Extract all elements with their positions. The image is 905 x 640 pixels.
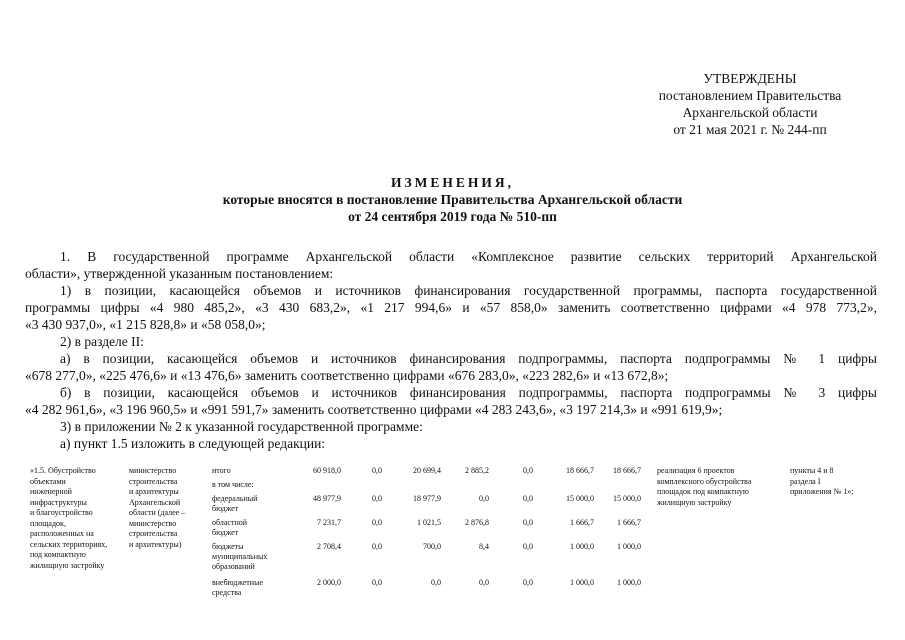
paragraph-1b: области», утвержденной указанным постановлением: [25,266,334,281]
amount-cell: 2 708,4 [317,542,341,551]
title-line-3: от 24 сентября 2019 года № 510-пп [348,209,557,224]
source-label: областной [212,518,248,527]
amount-cell: 7 231,7 [317,518,341,527]
amount-cell: 700,0 [423,542,441,551]
source-label: бюджет [212,504,239,513]
executor-line: министерство [129,466,177,475]
approval-line-1: УТВЕРЖДЕНЫ [703,71,797,86]
amount-cell: 0,0 [372,518,382,527]
result-line: реализация 6 проектов [657,466,735,475]
amount-cell: 0,0 [523,494,533,503]
amount-cell: 0,0 [372,494,382,503]
event-name-line: под компактную [30,550,86,559]
executor-line: Архангельской [129,497,181,507]
amount-cell: 0,0 [523,578,533,587]
source-label: образований [212,562,255,571]
paragraph-5b: «4 282 961,6», «3 196 960,5» и «991 591,7» заменить соответственно цифрами «4 283 243,6», «3 197 214,3» и «991 619,9»; [25,402,723,417]
amount-cell: 60 918,0 [313,466,341,475]
document-title [0,174,905,225]
source-label: бюджет [212,528,239,537]
amount-cell: 2 876,8 [465,518,489,527]
reference-line: приложения № 1»; [790,487,854,496]
source-label: средства [212,588,242,597]
amount-cell: 1 000,0 [570,542,594,551]
source-label: бюджеты [212,542,244,551]
paragraph-6: 3) в приложении № 2 к указанной государственной программе: [60,419,423,434]
event-name-line: инженерной [30,487,72,496]
amount-cell: 0,0 [372,578,382,587]
approval-line-2: постановлением Правительства [658,88,842,103]
program-table [0,462,905,640]
amount-cell: 0,0 [479,578,489,587]
amount-cell: 1 000,0 [617,578,641,587]
source-label: внебюджетные [212,578,263,587]
result-line: комплексного обустройства [657,476,752,486]
event-name-line: расположенных на [30,529,94,538]
executor-line: министерство [129,518,177,528]
executor-line: строительства [129,476,178,486]
paragraph-2b: программы цифры «4 980 485,2», «3 430 683,2», «1 217 994,6» и «57 858,0» заменить соответственно цифрами «4 978 773,2», [25,300,877,315]
event-name-line: «1.5. Обустройство [30,466,96,475]
source-label: в том числе: [212,480,254,489]
paragraph-2c: «3 430 937,0», «1 215 828,8» и «58 058,0»; [25,317,266,332]
title-line-2: которые вносятся в постановление Правительства Архангельской области [222,192,683,207]
document-body [25,248,877,452]
amount-cell: 15 000,0 [566,494,594,503]
amount-cell: 0,0 [372,466,382,475]
approval-line-3: Архангельской области [682,105,818,120]
executor-line: и архитектуры) [129,539,182,549]
source-label: муниципальных [212,552,268,561]
amount-cell: 1 000,0 [617,542,641,551]
amount-cell: 18 666,7 [566,466,594,475]
paragraph-5a: б) в позиции, касающейся объемов и источников финансирования подпрограммы, паспорта подпрограммы № 3 цифры [60,385,877,400]
event-name-line: инфраструктуры [30,497,87,507]
amount-cell: 2 885,2 [465,466,489,475]
paragraph-3: 2) в разделе II: [60,334,144,349]
approval-stamp [600,70,900,138]
result-line: жилищную застройку [657,497,732,507]
reference-line: раздела I [790,476,821,486]
reference-line: пункты 4 и 8 [790,466,834,475]
amount-cell: 0,0 [479,494,489,503]
amount-cell: 0,0 [431,578,441,587]
amount-cell: 2 000,0 [317,578,341,587]
paragraph-2a: 1) в позиции, касающейся объемов и источников финансирования государственной программы, паспорта государственной [60,283,877,298]
event-name-line: площадок, [30,518,66,528]
amount-cell: 0,0 [523,542,533,551]
source-label: итого [212,466,231,475]
amount-cell: 0,0 [372,542,382,551]
approval-line-4: от 21 мая 2021 г. № 244-пп [673,122,827,137]
amount-cell: 0,0 [523,466,533,475]
amount-cell: 18 666,7 [613,466,641,475]
amount-cell: 20 699,4 [413,466,441,475]
amount-cell: 0,0 [523,518,533,527]
paragraph-4a: а) в позиции, касающейся объемов и источников финансирования подпрограммы, паспорта подпрограммы № 1 цифры [60,351,877,366]
event-name-line: сельских территориях, [30,539,108,549]
executor-line: и архитектуры [129,487,179,496]
amount-cell: 1 666,7 [570,518,594,527]
paragraph-4b: «678 277,0», «225 476,6» и «13 476,6» заменить соответственно цифрами «676 283,0», «223 282,6» и «13 672,8»; [25,368,669,383]
event-name-line: жилищную застройку [30,560,105,570]
executor-line: строительства [129,529,178,538]
event-name-line: и благоустройство [30,508,93,517]
title-heading: ИЗМЕНЕНИЯ, [390,175,514,190]
amount-cell: 48 977,9 [313,494,341,503]
source-label: федеральный [212,494,258,503]
executor-line: области (далее – [129,508,186,517]
amount-cell: 8,4 [479,542,489,551]
amount-cell: 1 000,0 [570,578,594,587]
event-name-line: объектами [30,476,66,486]
amount-cell: 18 977,9 [413,494,441,503]
paragraph-1a: 1. В государственной программе Архангельской области «Комплексное развитие сельских территорий Архангельской [60,249,877,264]
amount-cell: 1 666,7 [617,518,641,527]
result-line: площадок под компактную [657,487,749,496]
amount-cell: 1 021,5 [417,518,441,527]
paragraph-7: а) пункт 1.5 изложить в следующей редакции: [60,436,326,451]
amount-cell: 15 000,0 [613,494,641,503]
